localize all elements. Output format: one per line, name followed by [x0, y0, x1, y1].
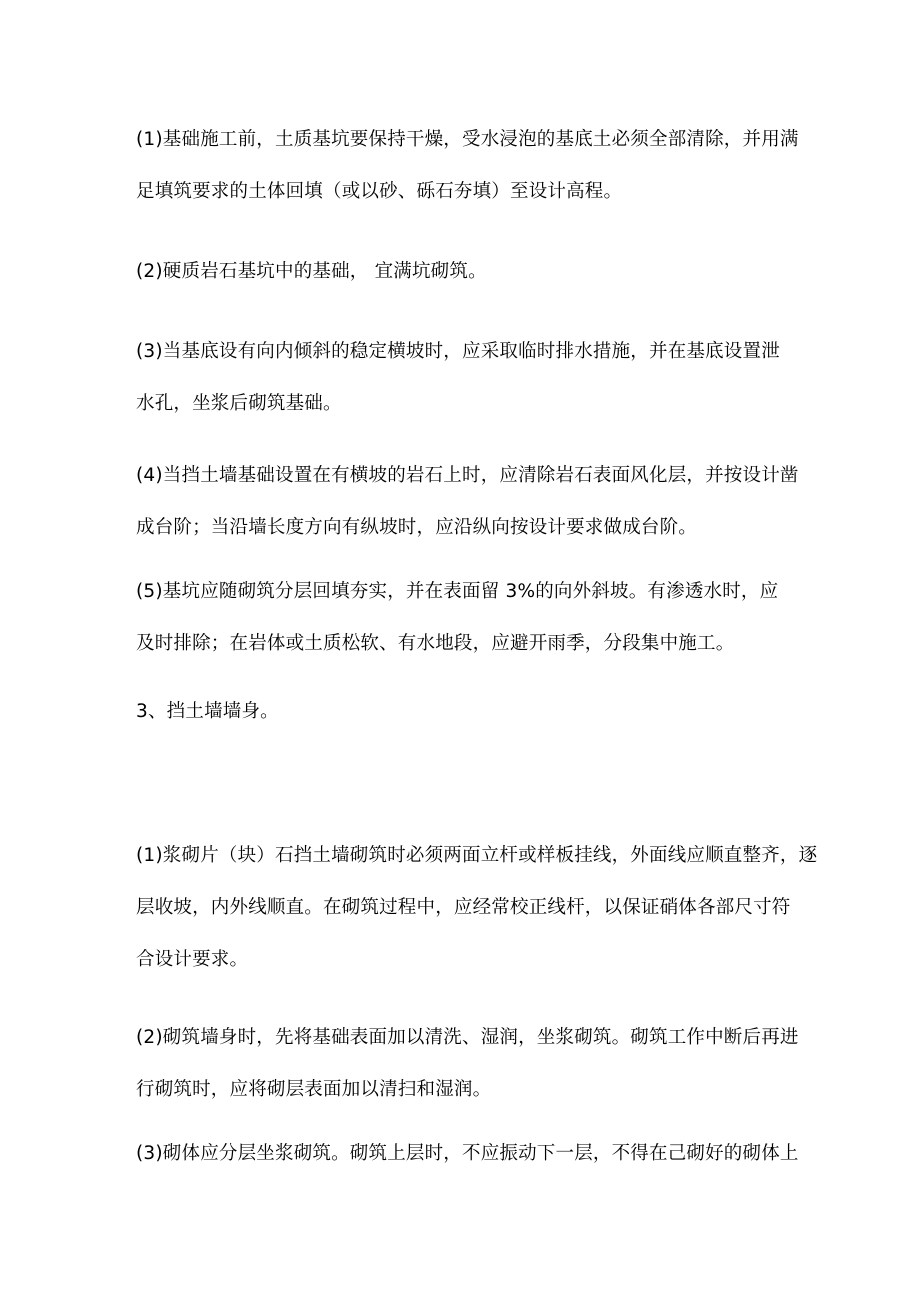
paragraph-wall-3 — [136, 1128, 799, 1180]
paragraph-foundation-1 — [136, 114, 799, 218]
text-line: 水孔，坐浆后砌筑基础。 — [136, 393, 342, 414]
text-line: (4)当挡土墙基础设置在有横坡的岩石上时，应清除岩石表面风化层，并按设计凿 — [136, 465, 799, 486]
paragraph-wall-1 — [136, 830, 818, 986]
text-line: 行砌筑时，应将砌层表面加以清扫和湿润。 — [136, 1079, 492, 1100]
paragraph-foundation-4 — [136, 450, 799, 554]
text-line: 成台阶；当沿墙长度方向有纵坡时，应沿纵向按设计要求做成台阶。 — [136, 517, 698, 538]
paragraph-foundation-2 — [136, 246, 796, 298]
text-line: (5)基坑应随砌筑分层回填夯实，并在表面留 3%的向外斜坡。有渗透水时，应 — [136, 581, 779, 602]
text-line: (3)当基底设有向内倾斜的稳定横坡时，应采取临时排水措施，并在基底设置泄 — [136, 341, 780, 362]
paragraph-foundation-3 — [136, 326, 796, 430]
text-line: (1)浆砌片（块）石挡土墙砌筑时必须两面立杆或样板挂线，外面线应顺直整齐，逐 — [136, 845, 818, 866]
text-line: 足填筑要求的土体回填（或以砂、砾石夯填）至设计高程。 — [136, 181, 623, 202]
text-line: (3)砌体应分层坐浆砌筑。砌筑上层时，不应振动下一层，不得在己砌好的砌体上 — [136, 1143, 799, 1164]
section-heading-wall-body — [136, 686, 796, 738]
text-line: 合设计要求。 — [136, 949, 249, 970]
paragraph-wall-2 — [136, 1012, 799, 1116]
heading-line: 3、挡土墙墙身。 — [136, 701, 279, 722]
text-line: 层收坡，内外线顺直。在砌筑过程中，应经常校正线杆，以保证硝体各部尺寸符 — [136, 897, 791, 918]
paragraph-foundation-5 — [136, 566, 796, 670]
text-line: (1)基础施工前，土质基坑要保持干燥，受水浸泡的基底土必须全部清除，并用满 — [136, 129, 799, 150]
text-line: (2)砌筑墙身时，先将基础表面加以清洗、湿润，坐浆砌筑。砌筑工作中断后再进 — [136, 1027, 799, 1048]
text-line: (2)硬质岩石基坑中的基础， 宜满坑砌筑。 — [136, 261, 487, 282]
text-line: 及时排除；在岩体或土质松软、有水地段，应避开雨季，分段集中施工。 — [136, 633, 735, 654]
